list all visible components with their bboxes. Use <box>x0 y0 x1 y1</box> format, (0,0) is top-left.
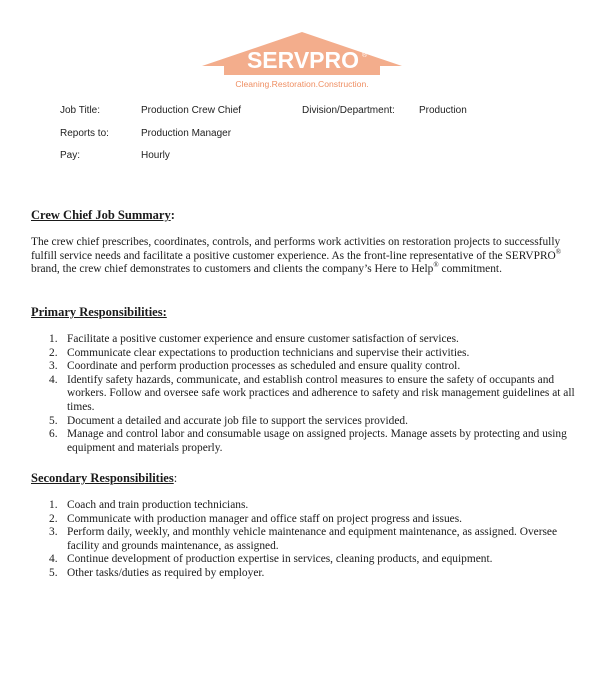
list-item-text: Document a detailed and accurate job file to support the services provided. <box>67 414 408 427</box>
list-item <box>31 415 576 429</box>
list-item-text: Communicate with production manager and office staff on project progress and issues. <box>67 512 462 525</box>
list-item <box>31 360 576 374</box>
list-item <box>31 499 576 513</box>
logo-brand-text: SERVPRO <box>246 47 360 73</box>
logo-tagline: Cleaning.Restoration.Construction. <box>235 79 369 89</box>
reports-to-value: Production Manager <box>141 128 232 139</box>
list-item <box>31 347 576 361</box>
summary-heading-colon: : <box>170 208 175 222</box>
list-item <box>31 333 576 347</box>
list-item-text: Communicate clear expectations to production technicians and supervise their activities. <box>67 346 470 359</box>
list-item-text: Perform daily, weekly, and monthly vehicle maintenance and equipment maintenance, as assigned. Oversee facility and grounds maintenance, as assigned. <box>67 526 558 552</box>
servpro-logo <box>200 30 405 92</box>
primary-heading <box>31 305 167 320</box>
summary-text-1: The crew chief prescribes, coordinates, controls, and performs work activities on restoration projects to successfully fulfill service needs and facilitate a positive customer experience. As the front-line representative of the SERVPRO <box>31 236 561 262</box>
secondary-heading-colon: : <box>173 471 178 485</box>
reports-to-label: Reports to: <box>60 128 109 139</box>
list-number: 2. <box>49 346 58 359</box>
primary-list <box>31 333 576 455</box>
list-number: 6. <box>49 428 58 441</box>
list-item-text: Continue development of production expertise in services, cleaning products, and equipment. <box>67 553 493 566</box>
list-item <box>31 513 576 527</box>
secondary-list <box>31 499 576 581</box>
job-title-label: Job Title: <box>60 105 101 116</box>
summary-paragraph <box>31 236 571 277</box>
list-item-text: Manage and control labor and consumable usage on assigned projects. Manage assets by protecting and using equipment and materials properly. <box>67 428 567 454</box>
division-value: Production <box>419 105 467 116</box>
list-item <box>31 428 576 455</box>
list-number: 2. <box>49 512 58 525</box>
list-number: 1. <box>49 333 58 345</box>
list-item-text: Coach and train production technicians. <box>67 499 249 511</box>
list-number: 3. <box>49 526 58 539</box>
list-item <box>31 526 576 553</box>
list-item <box>31 374 576 415</box>
list-item-text: Other tasks/duties as required by employer. <box>67 566 265 579</box>
list-item-text: Identify safety hazards, communicate, and establish control measures to ensure the safety of occupants and workers. Follow and oversee safe work practices and adherence to safety and risk management guidelines at all times. <box>67 373 575 413</box>
logo-registered-mark: ® <box>362 52 368 59</box>
list-number: 1. <box>49 499 58 511</box>
job-title-value: Production Crew Chief <box>141 105 242 116</box>
secondary-heading <box>31 471 177 486</box>
list-item-text: Coordinate and perform production processes as scheduled and ensure quality control. <box>67 360 461 373</box>
division-label: Division/Department: <box>302 105 395 116</box>
list-number: 5. <box>49 566 58 579</box>
summary-reg-mark-1: ® <box>555 247 562 256</box>
secondary-heading-text: Secondary Responsibilities <box>31 471 174 485</box>
list-item <box>31 553 576 567</box>
list-number: 4. <box>49 373 58 386</box>
pay-value: Hourly <box>141 150 170 161</box>
summary-reg-mark-2: ® <box>433 261 439 270</box>
summary-text-3: commitment. <box>438 263 502 276</box>
list-number: 3. <box>49 360 58 373</box>
summary-heading <box>31 208 175 223</box>
list-number: 5. <box>49 414 58 427</box>
list-item-text: Facilitate a positive customer experience and ensure customer satisfaction of services. <box>67 333 459 345</box>
summary-text-2: brand, the crew chief demonstrates to customers and clients the company’s Here to Help <box>31 263 434 276</box>
summary-heading-text: Crew Chief Job Summary <box>31 208 171 222</box>
primary-heading-text: Primary Responsibilities: <box>31 305 167 319</box>
pay-label: Pay: <box>60 150 81 161</box>
house-roof-logo-shape <box>200 30 405 92</box>
list-item <box>31 567 576 581</box>
list-number: 4. <box>49 553 58 566</box>
